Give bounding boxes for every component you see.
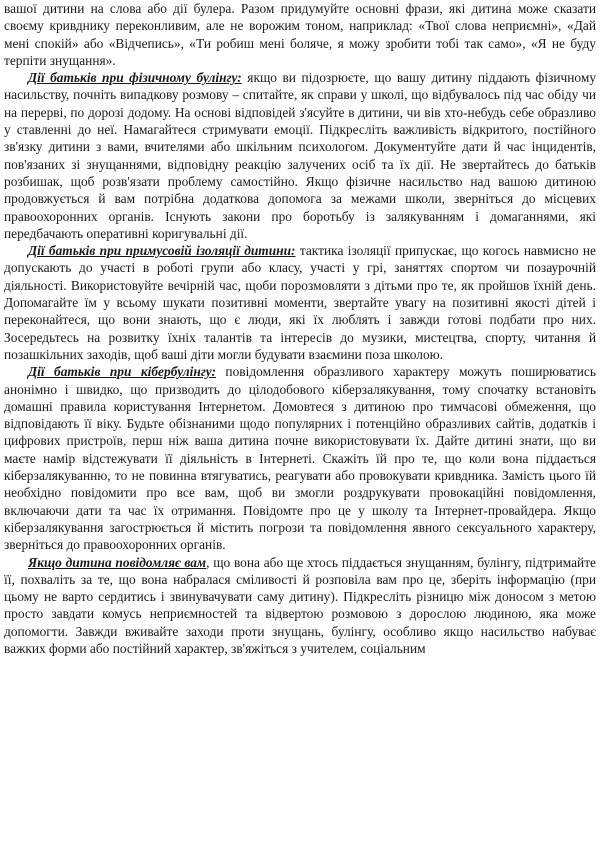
isolation-paragraph <box>4 242 596 363</box>
child-reports-paragraph <box>4 554 596 658</box>
intro-paragraph <box>4 0 596 69</box>
physical-bullying-paragraph <box>4 69 596 242</box>
cyberbullying-paragraph <box>4 363 596 553</box>
intro-paragraph-text: вашої дитини на слова або дії булера. Разом придумуйте основні фрази, які дитина може сказати своєму кривднику переконливим, але не ворожим тоном, наприклад: «Твої слова неприємні», «Дай мені спокій» або «Відчепись», «Ти робиш мені боляче, я можу зробити тобі так само», «Я не буду терпіти знущання». <box>4 1 596 68</box>
cyberbullying-heading: Дії батьків при кібербулінгу: <box>28 364 216 380</box>
physical-bullying-text: якщо ви підозрюєте, що вашу дитину піддають фізичному насильству, почніть випадкову розмову – спитайте, як справи у школі, що відбувалось під час обіду чи на перерві, по дорозі додому. На основі відповідей з'ясуйте в дитини, чи вів хто-небудь себе образливо у ставленні до неї. Намагайтеся стримувати емоції. Підкресліть важливість відкритого, постійного зв'язку дитини з вами, вчителями або шкільним психологом. Документуйте дати й час інцидентів, пов'язаних зі знущаннями, відповідну реакцію залучених осіб та їх дії. Не звертайтесь до батьків розбишак, щоб розв'язати проблему самостійно. Якщо фізичне насильство над вашою дитиною продовжується й вам потрібна додаткова допомога за межами школи, зверніться до місцевих правоохоронних органів. Існують закони про боротьбу із залякуванням і домаганнями, які передбачають оперативні коригувальні дії. <box>4 70 597 241</box>
child-reports-text: , що вона або ще хтось піддається знущанням, булінгу, підтримайте її, похваліть за те, що вона набралася сміливості й розповіла вам про це, зберіть інформацію (при цьому не варто сердитись і звинувачувати саму дитину). Підкресліть різницю між доносом з метою просто завдати комусь неприємностей та відвертою розмовою з дорослою людиною, яка може допомогти. Завжди вживайте заходи проти знущань, булінгу, особливо якщо насильство набуває важких форми або постійний характер, зв'яжіться з учителем, соціальним <box>4 554 596 656</box>
isolation-heading: Дії батьків при примусовій ізоляції дитини: <box>28 243 296 259</box>
physical-bullying-heading: Дії батьків при фізичному булінгу: <box>28 70 242 86</box>
child-reports-heading: Якщо дитина повідомляє вам <box>28 554 207 570</box>
isolation-text: тактика ізоляції припускає, що когось навмисно не допускають до участі в роботі групи або класу, участі у грі, заняттях спортом чи позаурочній діяльності. Використовуйте вечірній час, щоби порозмовляти з дітьми про те, як пройшов їхній день. Допомагайте їм у всьому шукати позитивні моменти, звертайте увагу на позитивні якості дітей і переконайтеся, що вони знають, що є люди, які їх люблять і завжди готові подбати про них. Зосередьтесь на розвитку їхніх талантів та інтересів до музики, мистецтва, спорту, читання й позашкільних заходів, щоб ваші діти могли будувати взаємини поза школою. <box>4 243 596 362</box>
cyberbullying-text: повідомлення образливого характеру можуть поширюватись анонімно і швидко, що призводить до цілодобового кіберзалякування, тому спочатку встановіть домашні правила користування Інтернетом. Домовтеся з дитиною про тимчасові обмеження, що відповідають її віку. Будьте обізнаними щодо популярних і потенційно образливих сайтів, додатків і цифрових пристроїв, перш ніж ваша дитина почне використовувати їх. Дайте дитині знати, що ви маєте намір відстежувати її діяльність в Інтернеті. Скажіть їй про те, що коли вона піддається кіберзалякуванню, то не повинна втягуватись, реагувати або провокувати кривдника. Замість цього їй необхідно повідомити про все вам, щоб ви змогли роздрукувати провокаційні повідомлення, включаючи дати та час їх отримання. Повідомте про це у школу та Інтернет-провайдера. Якщо кіберзалякування загострюється й містить погрози та повідомлення явного сексуального характеру, зверніться до правоохоронних органів. <box>4 364 596 553</box>
